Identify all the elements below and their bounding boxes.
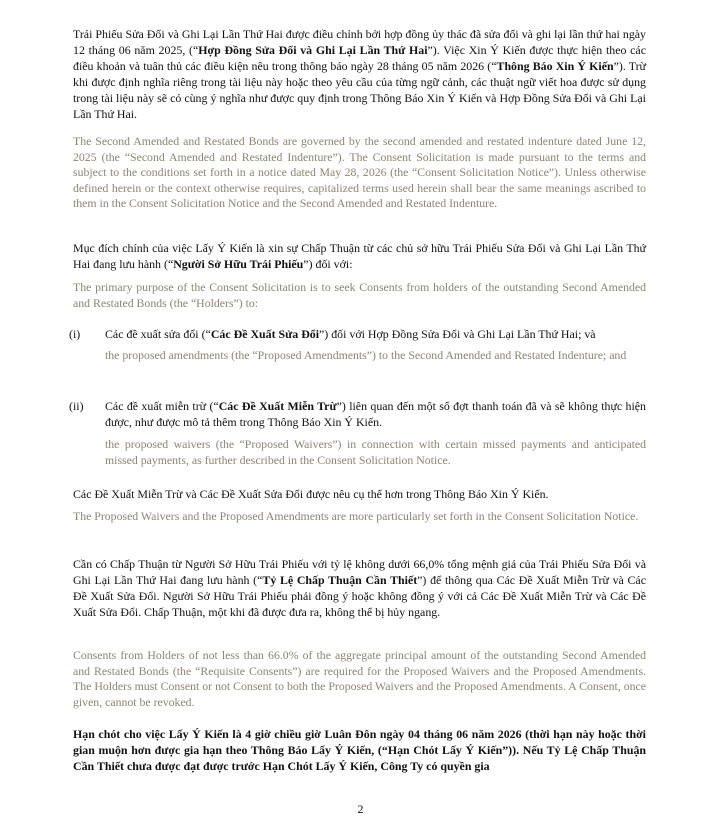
text-run: ”) đối với: — [303, 256, 353, 271]
defined-term: Hợp Đồng Sửa Đổi và Ghi Lại Lần Thứ Hai — [198, 42, 428, 57]
text-run: ”). Việc Xin Ý Kiến được thực hiện theo các điều khoản và tuân thủ các điều kiện nêu trong thông báo ngày 28 tháng 05 năm 2026 (“ — [73, 42, 646, 73]
defined-term: Người Sở Hữu Trái Phiếu — [173, 256, 304, 271]
text-run: ”) liên quan đến một số đợt thanh toán đã và sẽ không thực hiện được, như được mô tả thêm trong Thông Báo Xin Ý Kiến. — [105, 399, 646, 429]
paragraph-vi-deadline: Hạn chót cho việc Lấy Ý Kiến là 4 giờ chiều giờ Luân Đôn ngày 04 tháng 06 năm 2026 (thời hạn này hoặc thời gian muộn hơn được gia hạn theo Thông Báo Lấy Ý Kiến, (“Hạn Chót Lấy Ý Kiến”)). Nếu Tỷ Lệ Chấp Thuận Cần Thiết chưa được đạt được trước Hạn Chót Lấy Ý Kiến, Công Ty có quyền gia — [73, 727, 646, 773]
defined-term: Các Đề Xuất Sửa Đổi — [210, 327, 320, 341]
page-number: 2 — [357, 802, 364, 816]
defined-term: Thông Báo Xin Ý Kiến — [496, 58, 614, 73]
text-run: Mục đích chính của việc Lấy Ý Kiến là xin sự Chấp Thuận từ các chủ sở hữu Trái Phiếu Sửa Đổi và Ghi Lại Lần Thứ Hai đang lưu hành (“ — [73, 241, 646, 271]
text-run: ”) để thông qua Các Đề Xuất Miễn Trừ và Các Đề Xuất Sửa Đổi. Người Sở Hữu Trái Phiếu phải đồng ý hoặc không đồng ý với cả Các Đề Xuất Miễn Trừ và Các Đề Xuất Sửa Đổi. Chấp Thuận, một khi đã được đưa ra, không thể bị hủy ngang. — [73, 572, 646, 619]
list-item-number: (i) — [69, 327, 81, 341]
paragraph-vi-governing-indenture — [73, 27, 646, 122]
list-item-en-amendments: the proposed amendments (the “Proposed Amendments”) to the Second Amended and Restated Indenture; and — [105, 348, 627, 362]
paragraph-en-governing-indenture: The Second Amended and Restated Bonds are governed by the second amended and restated indenture dated June 12, 2025 (the “Second Amended and Restated Indenture”). The Consent Solicitation is made pursuant to the terms and subject to the conditions set forth in a notice dated May 28, 2026 (the “Consent Solicitation Notice”). Unless otherwise defined herein or the context otherwise requires, capitalized terms used herein shall bear the same meanings ascribed to them in the Consent Solicitation Notice and the Second Amended and Restated Indenture. — [73, 134, 646, 211]
list-item-en-waivers: the proposed waivers (the “Proposed Waivers”) in connection with certain missed payments and anticipated missed payments, as further described in the Consent Solicitation Notice. — [105, 437, 646, 467]
list-item-vi-amendments — [105, 327, 646, 343]
paragraph-en-requisite-consents: Consents from Holders of not less than 66.0% of the aggregate principal amount of the outstanding Second Amended and Restated Bonds (the “Requisite Consents”) are required for the Proposed Waivers and the Proposed Amendments. The Holders must Consent or not Consent to both the Proposed Waivers and the Proposed Amendments. A Consent, once given, cannot be revoked. — [73, 648, 646, 709]
paragraph-vi-requisite-consents — [73, 557, 646, 621]
defined-term: Các Đề Xuất Miễn Trừ — [218, 399, 337, 413]
paragraph-vi-purpose — [73, 241, 646, 273]
paragraph-vi-set-forth: Các Đề Xuất Miễn Trừ và Các Đề Xuất Sửa Đổi được nêu cụ thể hơn trong Thông Báo Xin Ý Kiến. — [73, 487, 549, 501]
paragraph-en-purpose: The primary purpose of the Consent Solicitation is to seek Consents from holders of the outstanding Second Amended and Restated Bonds (the “Holders”) to: — [73, 280, 646, 310]
defined-term: Tỷ Lệ Chấp Thuận Cần Thiết — [262, 572, 418, 587]
text-run: Các đề xuất sửa đổi (“ — [105, 327, 211, 341]
text-run: ”). Trừ khi được định nghĩa riêng trong tài liệu này hoặc theo yêu cầu của từng ngữ cảnh, các thuật ngữ viết hoa được sử dụng trong tài liệu này sẽ có cùng ý nghĩa như được quy định trong Thông Báo Xin Ý Kiến và Hợp Đồng Sửa Đổi và Ghi Lại Lần Thứ Hai. — [73, 58, 647, 121]
text-run: Cần có Chấp Thuận từ Người Sở Hữu Trái Phiếu với tỷ lệ không dưới 66,0% tổng mệnh giá của Trái Phiếu Sửa Đổi và Ghi Lại Lần Thứ Hai đang lưu hành (“ — [73, 557, 646, 587]
paragraph-en-set-forth: The Proposed Waivers and the Proposed Amendments are more particularly set forth in the Consent Solicitation Notice. — [73, 509, 639, 523]
list-item-vi-waivers — [105, 399, 646, 431]
list-item-number: (ii) — [69, 399, 84, 413]
text-run: Trái Phiếu Sửa Đổi và Ghi Lại Lần Thứ Hai được điều chỉnh bởi hợp đồng ủy thác đã sửa đổi và ghi lại lần thứ hai ngày 12 tháng 06 năm 2025, (“ — [73, 27, 646, 57]
text-run: Các đề xuất miễn trừ (“ — [105, 399, 219, 413]
text-run: ”) đối với Hợp Đồng Sửa Đổi và Ghi Lại Lần Thứ Hai; và — [319, 327, 596, 341]
